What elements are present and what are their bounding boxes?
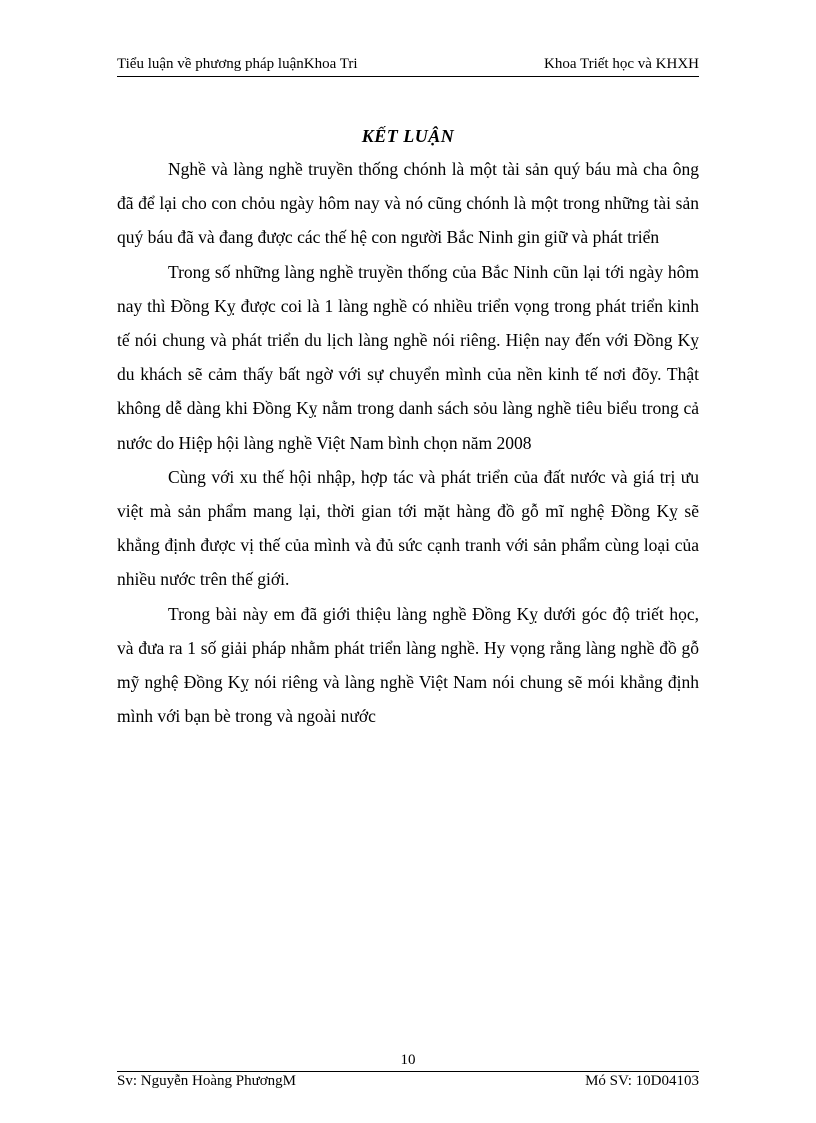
header-divider xyxy=(117,76,699,77)
page-title: KẾT LUẬN xyxy=(361,126,455,146)
header-right-text: Khoa Triết học và KHXH xyxy=(544,56,699,72)
paragraph: Cùng với xu thế hội nhập, hợp tác và phát triển của đất nước và giá trị ưu việt mà sản phẩm mang lại, thời gian tới mặt hàng đồ gỗ mĩ nghệ Đồng Kỵ sẽ khẳng định được vị thế của mình và đủ sức cạnh tranh với sản phẩm cùng loại của nhiều nước trên thế giới. xyxy=(117,466,699,590)
page-number: 10 xyxy=(400,1052,416,1068)
body-text xyxy=(117,152,699,733)
header-left-text: Tiểu luận về phương pháp luậnKhoa Tri xyxy=(117,56,358,72)
footer-right-text: Mó SV: 10D04103 xyxy=(585,1073,699,1089)
page-header xyxy=(117,56,699,76)
page-footer xyxy=(117,1073,699,1093)
footer-left-text: Sv: Nguyễn Hoàng PhươngM xyxy=(117,1073,296,1089)
footer-divider xyxy=(117,1071,699,1072)
paragraph: Trong bài này em đã giới thiệu làng nghề Đồng Kỵ dưới góc độ triết học, và đưa ra 1 số giải pháp nhằm phát triển làng nghề. Hy vọng rằng làng nghề đồ gỗ mỹ nghệ Đồng Kỵ nói riêng và làng nghề Việt Nam nói chung sẽ mói khẳng định mình với bạn bè trong và ngoài nước xyxy=(117,603,699,727)
paragraph: Trong số những làng nghề truyền thống của Bắc Ninh cũn lại tới ngày hôm nay thì Đồng Kỵ được coi là 1 làng nghề có nhiều triển vọng trong phát triển kinh tế nói chung và phát triển du lịch làng nghề nói riêng. Hiện nay đến với Đồng Kỵ du khách sẽ cảm thấy bất ngờ với sự chuyển mình của nền kinh tế nơi đõy. Thật không dễ dàng khi Đồng Kỵ nằm trong danh sách sỏu làng nghề tiêu biểu trong cả nước do Hiệp hội làng nghề Việt Nam bình chọn năm 2008 xyxy=(117,261,699,453)
paragraph: Nghề và làng nghề truyền thống chónh là một tài sản quý báu mà cha ông đã để lại cho con chỏu ngày hôm nay và nó cũng chónh là một trong những tài sản quý báu đã và đang được các thế hệ con người Bắc Ninh gin giữ và phát triển xyxy=(117,159,699,248)
